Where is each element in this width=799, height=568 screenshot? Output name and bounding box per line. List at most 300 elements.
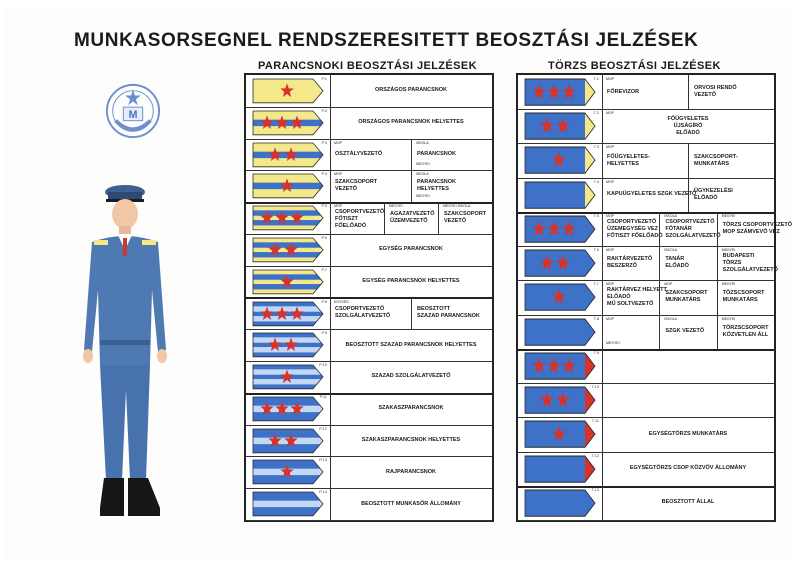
position-title: SZAKCSOPORT	[335, 179, 378, 186]
insignia-row	[246, 425, 492, 458]
uniform-figure-illustration	[70, 180, 180, 525]
position-title: HELYETTES	[607, 160, 639, 167]
row-number: P.5	[321, 203, 327, 209]
description-area	[330, 202, 492, 234]
insignia-patch	[525, 216, 595, 242]
row-number: P.6	[321, 234, 327, 240]
insignia-row	[246, 298, 492, 331]
insignia-patch	[525, 250, 595, 276]
description-cell	[330, 75, 492, 107]
description-cell	[330, 329, 492, 361]
patch-cell	[246, 361, 331, 393]
position-title: MUNKATÁRS	[694, 160, 730, 167]
position-title: RAKTÁRVEZETŐ	[607, 256, 653, 263]
insignia-patch	[253, 302, 323, 326]
description-cell	[411, 298, 493, 330]
position-title: BEOSZTOTT ÁLLAL	[661, 499, 715, 506]
position-title: AGAZATVEZETŐ	[390, 211, 435, 218]
org-label: MEGYEI	[389, 204, 403, 209]
position-title: MUNKATÁRS	[722, 297, 758, 304]
position-title: EGYSÉGTÖRZS MUNKATÁRS	[648, 430, 728, 437]
position-title: SZAKASZPARANCSNOK	[378, 405, 444, 412]
description-area	[602, 486, 774, 520]
row-number: P.7	[321, 266, 327, 272]
row-number: P.8	[321, 298, 327, 304]
description-cell	[717, 280, 775, 314]
patch-wrapper	[525, 353, 595, 379]
insignia-row	[518, 383, 774, 418]
description-area	[602, 383, 774, 417]
position-title: SZOLGÁLATVEZETŐ	[722, 267, 778, 274]
row-number: T.12	[591, 452, 599, 458]
description-cell	[717, 212, 793, 246]
insignia-patch	[253, 79, 323, 103]
position-title: FŐREVIZOR	[607, 88, 640, 95]
position-title: EGYSÉG PARANCSNOK HELYETTES	[362, 278, 460, 285]
description-area	[330, 266, 492, 298]
patch-wrapper	[525, 250, 595, 276]
row-number: P.14	[319, 489, 327, 495]
patch-cell	[246, 75, 331, 107]
insignia-row	[246, 107, 492, 140]
patch-cell	[518, 383, 603, 417]
description-cell	[602, 315, 659, 349]
insignia-patch	[525, 319, 595, 345]
patch-wrapper	[253, 143, 323, 167]
insignia-row	[518, 143, 774, 178]
position-title: ELŐADÓ	[607, 294, 631, 301]
description-cell	[438, 202, 493, 234]
description-cell	[602, 178, 697, 212]
org-label: MEGYEI	[721, 316, 736, 321]
description-cell	[384, 202, 439, 234]
position-title: SZOLGÁLATVEZETŐ	[665, 232, 721, 239]
position-title: BEOSZTOTT SZAZAD PARANCSNOK HELYETTES	[345, 341, 477, 348]
description-area	[602, 212, 793, 246]
description-area	[330, 139, 492, 171]
description-cell	[602, 417, 774, 451]
page-title: MUNKASORSEGNEL RENDSZERESITETT BEOSZTÁSI JELZÉSEK	[74, 30, 699, 51]
patch-cell	[518, 315, 603, 349]
position-title: CSOPORTVEZETŐ	[335, 306, 385, 313]
patch-cell	[518, 349, 603, 383]
position-title: ORSZÁGOS PARANCSNOK HELYETTES	[358, 119, 464, 126]
org-label: EGYSÉG	[334, 299, 349, 304]
patch-cell	[246, 202, 331, 234]
insignia-patch	[525, 456, 595, 482]
description-cell	[330, 298, 411, 330]
insignia-patch	[525, 421, 595, 447]
patch-cell	[246, 425, 331, 457]
insignia-row	[246, 75, 492, 108]
insignia-row	[518, 417, 774, 452]
staff-insignia-table	[516, 73, 793, 522]
insignia-patch	[253, 460, 323, 484]
position-title: BESZERZŐ	[607, 263, 637, 270]
row-number: P.4	[321, 171, 327, 177]
description-area	[330, 361, 492, 393]
insignia-row	[246, 266, 492, 300]
position-title: SZGK VEZETŐ	[665, 328, 705, 335]
position-title: CSOPORTVEZETŐ	[607, 218, 657, 225]
org-label: ISKOLA	[416, 172, 429, 177]
patch-wrapper	[525, 490, 595, 516]
description-area	[330, 170, 492, 202]
position-title: KAPUÜGYELETES SZGK VEZETŐ	[607, 191, 697, 198]
patch-cell	[246, 266, 331, 298]
patch-wrapper	[525, 421, 595, 447]
insignia-patch	[253, 333, 323, 357]
insignia-row	[518, 349, 774, 384]
position-title: BEOSZTOTT MUNKASŐR ÁLLOMÁNY	[361, 500, 461, 507]
description-cell	[602, 212, 663, 246]
position-title: BEOSZTOTT	[417, 306, 451, 313]
patch-wrapper	[253, 397, 323, 421]
insignia-patch	[525, 490, 595, 516]
description-area	[602, 178, 774, 212]
position-title: PARANCSNOK	[417, 150, 457, 157]
org-label: MOP	[606, 316, 614, 321]
position-title: FŐÜGYELETES-	[607, 153, 650, 160]
insignia-row	[518, 486, 774, 521]
description-cell	[659, 212, 721, 246]
description-area	[602, 417, 774, 451]
patch-cell	[518, 75, 603, 109]
insignia-patch	[253, 270, 323, 294]
patch-cell	[246, 170, 331, 202]
position-title: TÖRZS	[722, 260, 742, 267]
description-area	[330, 393, 492, 425]
patch-cell	[246, 393, 331, 425]
workers-militia-emblem	[104, 82, 162, 140]
row-number: T.8	[593, 315, 599, 321]
insignia-row	[518, 280, 774, 315]
position-title: SZAZAD PARANCSNOK	[417, 313, 480, 320]
patch-cell	[518, 178, 603, 212]
insignia-row	[246, 329, 492, 362]
org-label: MOP	[606, 145, 614, 150]
insignia-patch	[253, 365, 323, 389]
patch-cell	[518, 143, 603, 177]
row-number: T.2	[593, 110, 599, 116]
insignia-patch	[525, 182, 595, 208]
org-label: MEGYEI	[721, 282, 736, 287]
insignia-patch	[253, 429, 323, 453]
position-title: TÖZSCSOPORT	[722, 290, 765, 297]
position-title: ELŐADÓ	[665, 263, 689, 270]
description-cell	[411, 170, 493, 202]
description-cell	[602, 109, 774, 143]
description-cell	[602, 486, 774, 520]
row-number: T.6	[593, 247, 599, 253]
position-title: ÜJSÁGÍRÓ	[673, 123, 703, 130]
description-cell	[659, 315, 717, 349]
patch-wrapper	[525, 216, 595, 242]
description-cell	[602, 143, 688, 177]
org-label: MOP	[334, 172, 342, 177]
org-label: MOP	[606, 179, 614, 184]
description-area	[330, 234, 492, 266]
description-cell	[688, 143, 775, 177]
patch-wrapper	[253, 365, 323, 389]
position-title: FŐELŐADÓ	[335, 223, 367, 230]
insignia-patch	[525, 284, 595, 310]
row-number: T.11	[591, 418, 599, 424]
position-title: VEZETŐ	[694, 92, 717, 99]
insignia-row	[518, 109, 774, 144]
patch-wrapper	[253, 206, 323, 230]
org-label: MOP	[606, 282, 614, 287]
position-title: RAJPARANCSNOK	[385, 468, 436, 475]
position-title: FŐTISZT FŐELŐADÓ	[607, 232, 663, 239]
row-number: P.10	[319, 362, 327, 368]
description-area	[602, 143, 774, 177]
row-number: P.2	[321, 107, 327, 113]
description-area	[602, 75, 774, 109]
position-title: MŰ SOLTVEZETŐ	[607, 301, 654, 308]
insignia-row	[246, 361, 492, 395]
position-title: EGYSÉGTÖRZS CSOP KÖZVÖV ÁLLOMÁNY	[629, 465, 747, 472]
description-area	[330, 298, 492, 330]
position-title: FŐÜGYELETES	[667, 116, 709, 123]
patch-cell	[246, 298, 331, 330]
patch-wrapper	[253, 492, 323, 516]
patch-wrapper	[253, 460, 323, 484]
position-title: SZAKCSOPORT	[665, 290, 708, 297]
description-area	[330, 456, 492, 488]
row-number: P.12	[319, 425, 327, 431]
row-number: T.3	[593, 144, 599, 150]
position-title: SZAKCSOPORT-	[694, 153, 738, 160]
insignia-row	[518, 452, 774, 488]
org-label: ISKOLA	[416, 140, 429, 145]
patch-cell	[246, 234, 331, 266]
position-title: RAKTÁRVEZ HELYETT	[607, 287, 667, 294]
row-number: P.13	[319, 457, 327, 463]
description-cell	[602, 383, 774, 417]
description-cell	[602, 452, 774, 486]
position-title: HELYETTES	[417, 186, 449, 193]
patch-wrapper	[525, 147, 595, 173]
description-area	[330, 329, 492, 361]
description-area	[602, 109, 774, 143]
insignia-row	[518, 178, 774, 214]
insignia-row	[246, 139, 492, 172]
description-cell	[330, 107, 492, 139]
position-title: CSOPORTVEZETŐ	[335, 209, 385, 216]
org-label: ISKOLA	[664, 213, 677, 218]
insignia-row	[246, 170, 492, 204]
patch-cell	[518, 280, 603, 314]
position-title: VEZETŐ	[444, 218, 467, 225]
org-label: MOP	[606, 248, 614, 253]
org-label: MOP	[334, 140, 342, 145]
patch-cell	[246, 107, 331, 139]
position-title: SZAKASZPARANCSNOK HELYETTES	[361, 437, 461, 444]
position-title: OSZTÁLYVEZETŐ	[335, 150, 383, 157]
description-area	[330, 425, 492, 457]
insignia-patch	[253, 238, 323, 262]
patch-cell	[518, 486, 603, 520]
description-cell	[330, 456, 492, 488]
patch-wrapper	[253, 270, 323, 294]
description-area	[330, 488, 492, 520]
org-label: ISKOLA	[664, 248, 677, 253]
position-title: BUDAPESTI	[722, 253, 755, 260]
insignia-patch	[525, 353, 595, 379]
patch-cell	[518, 246, 603, 280]
command-insignia-table	[244, 73, 494, 522]
description-cell	[330, 361, 492, 393]
insignia-patch	[253, 111, 323, 135]
position-title: ÜZEMEGYSÉG VEZ	[607, 225, 659, 232]
org-label: MEGYEI	[416, 162, 430, 167]
description-cell	[659, 246, 717, 280]
insignia-row	[518, 75, 774, 110]
org-label: MEGYEI	[721, 213, 736, 218]
patch-wrapper	[525, 284, 595, 310]
description-cell	[330, 202, 384, 234]
patch-cell	[518, 212, 603, 246]
description-cell	[411, 139, 493, 171]
row-number: P.3	[321, 139, 327, 145]
position-title: SZOLGÁLATVEZETŐ	[335, 313, 391, 320]
org-label: MOP	[606, 111, 614, 116]
description-cell	[602, 280, 667, 314]
description-cell	[330, 425, 492, 457]
insignia-row	[246, 456, 492, 489]
insignia-row	[246, 202, 492, 235]
description-cell	[717, 246, 778, 280]
position-title: PARANCSNOK	[417, 179, 457, 186]
description-cell	[330, 170, 411, 202]
description-cell	[330, 393, 492, 425]
position-title: SZAKCSOPORT	[444, 211, 487, 218]
org-label: MOP	[664, 282, 673, 287]
patch-cell	[246, 139, 331, 171]
insignia-patch	[525, 79, 595, 105]
patch-wrapper	[525, 182, 595, 208]
insignia-patch	[253, 397, 323, 421]
description-area	[330, 107, 492, 139]
patch-wrapper	[253, 79, 323, 103]
description-area	[602, 349, 774, 383]
position-title: FŐTANÁR	[665, 225, 692, 232]
insignia-patch	[525, 387, 595, 413]
row-number: T.1	[593, 76, 599, 81]
patch-wrapper	[525, 319, 595, 345]
patch-wrapper	[253, 111, 323, 135]
description-cell	[330, 488, 492, 520]
insignia-patch	[525, 113, 595, 139]
description-area	[602, 246, 778, 280]
org-label: MEGYEI	[606, 340, 620, 345]
description-cell	[330, 266, 492, 298]
description-cell	[330, 234, 492, 266]
row-number: T.13	[591, 486, 599, 492]
row-number: T.10	[591, 384, 599, 390]
row-number: P.1	[321, 76, 327, 81]
description-cell	[717, 315, 775, 349]
insignia-row	[518, 315, 774, 351]
right-table-heading: TÖRZS BEOSZTÁSI JELZÉSEK	[548, 60, 721, 72]
position-title: TÖRZS CSOPORTVEZETŐ	[722, 222, 793, 229]
position-title: TANÁR	[665, 256, 685, 263]
insignia-patch	[253, 174, 323, 198]
description-area	[602, 315, 774, 349]
patch-wrapper	[525, 456, 595, 482]
patch-wrapper	[253, 429, 323, 453]
row-number: T.7	[593, 281, 599, 287]
insignia-patch	[253, 143, 323, 167]
patch-wrapper	[525, 387, 595, 413]
left-table-heading: PARANCSNOKI BEOSZTÁSI JELZÉSEK	[258, 60, 477, 72]
position-title: CSOPORTVEZETŐ	[665, 218, 715, 225]
patch-cell	[518, 417, 603, 451]
org-label: MEGYEI	[416, 194, 430, 199]
description-cell	[688, 75, 775, 109]
position-title: EGYSÉG PARANCSNOK	[379, 246, 443, 253]
org-label: MOP	[606, 77, 614, 81]
patch-wrapper	[253, 174, 323, 198]
org-label: MEGYEI ISKOLA	[443, 204, 471, 209]
position-title: MOP SZÁMVEVŐ VEZ	[722, 229, 780, 236]
description-cell	[688, 178, 775, 212]
insignia-patch	[253, 206, 323, 230]
description-cell	[602, 349, 774, 383]
position-title: ELŐADÓ	[676, 130, 700, 137]
position-title: ÜGYKEZELÉSI	[694, 187, 733, 194]
insignia-row	[518, 246, 778, 281]
patch-wrapper	[253, 302, 323, 326]
position-title: SZAZAD SZOLGÁLATVEZETŐ	[371, 373, 451, 380]
description-area	[330, 75, 492, 107]
description-cell	[659, 280, 717, 314]
position-title: ÜZEMVEZETŐ	[390, 218, 428, 225]
description-area	[602, 280, 774, 314]
org-label: MOP	[334, 204, 342, 209]
row-number: P.9	[321, 330, 327, 336]
position-title: KÖZVETLEN ÁLL	[722, 331, 769, 338]
emblem-letter: M	[128, 108, 138, 121]
description-area	[602, 452, 774, 486]
position-title: ORVOSI RENDŐ	[694, 85, 737, 92]
patch-cell	[518, 109, 603, 143]
row-number: T.9	[593, 349, 599, 355]
row-number: P.11	[319, 393, 327, 399]
patch-cell	[246, 456, 331, 488]
org-label: MOP	[606, 213, 614, 218]
insignia-row	[246, 234, 492, 267]
position-title: FŐTISZT	[335, 216, 358, 223]
patch-wrapper	[525, 113, 595, 139]
position-title: ELŐADÓ	[694, 194, 718, 201]
patch-cell	[246, 329, 331, 361]
patch-cell	[246, 488, 331, 520]
insignia-row	[246, 393, 492, 426]
position-title: ORSZÁGOS PARANCSNOK	[374, 87, 447, 94]
position-title: TÖRZSCSOPORT	[722, 324, 769, 331]
insignia-patch	[253, 492, 323, 516]
row-number: T.4	[593, 178, 599, 184]
patch-wrapper	[525, 79, 595, 105]
row-number: T.5	[593, 212, 599, 218]
position-title: VEZETŐ	[335, 186, 358, 193]
description-cell	[602, 75, 688, 109]
description-cell	[602, 246, 659, 280]
patch-cell	[518, 452, 603, 486]
position-title: MUNKATÁRS	[665, 297, 701, 304]
